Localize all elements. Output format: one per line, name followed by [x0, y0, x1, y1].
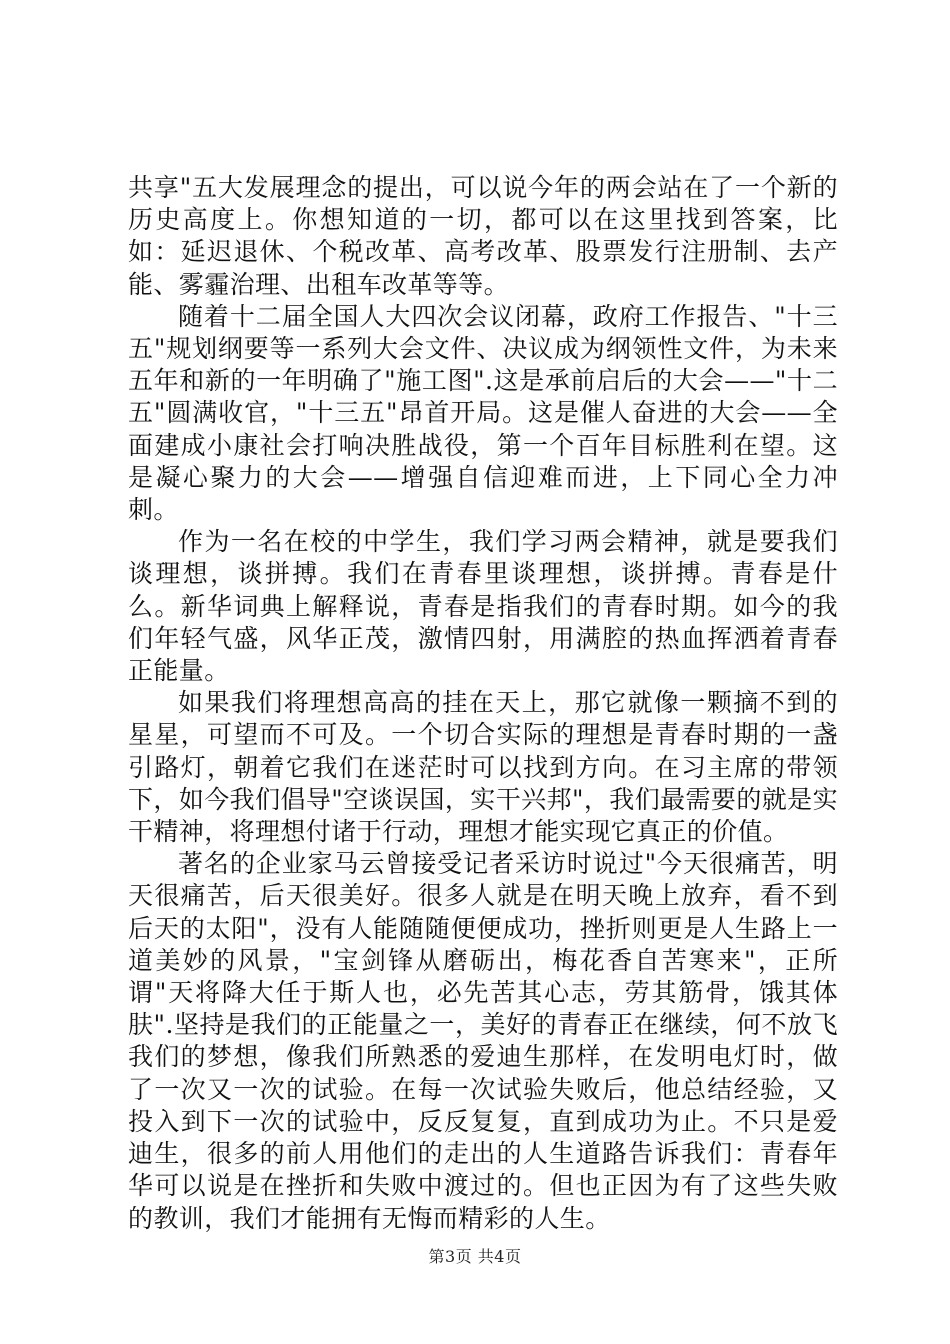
page-number-footer: 第3页 共4页	[428, 1247, 522, 1266]
paragraph: 如果我们将理想高高的挂在天上，那它就像一颗摘不到的星星，可望而不可及。一个切合实际的理想是青春时期的一盏引路灯，朝着它我们在迷茫时可以找到方向。在习主席的带领下，如今我们倡导"空谈误国，实干兴邦"，我们最需要的就是实干精神，将理想付诸于行动，理想才能实现它真正的价值。	[128, 688, 838, 847]
paragraph: 作为一名在校的中学生，我们学习两会精神，就是要我们谈理想，谈拼搏。我们在青春里谈理想，谈拼搏。青春是什么。新华词典上解释说，青春是指我们的青春时期。如今的我们年轻气盛，风华正茂，激情四射，用满腔的热血挥洒着青春正能量。	[128, 527, 838, 686]
paragraph: 随着十二届全国人大四次会议闭幕，政府工作报告、"十三五"规划纲要等一系列大会文件、决议成为纲领性文件，为未来五年和新的一年明确了"施工图".这是承前启后的大会——"十二五"圆满收官，"十三五"昂首开局。这是催人奋进的大会——全面建成小康社会打响决胜战役，第一个百年目标胜利在望。这是凝心聚力的大会——增强自信迎难而进，上下同心全力冲刺。	[128, 301, 838, 525]
paragraph: 著名的企业家马云曾接受记者采访时说过"今天很痛苦，明天很痛苦，后天很美好。很多人就是在明天晚上放弃，看不到后天的太阳"，没有人能随随便便成功，挫折则更是人生路上一道美妙的风景，"宝剑锋从磨砺出，梅花香自苦寒来"，正所谓"天将降大任于斯人也，必先苦其心志，劳其筋骨，饿其体肤".坚持是我们的正能量之一，美好的青春正在继续，何不放飞我们的梦想，像我们所熟悉的爱迪生那样，在发明电灯时，做了一次又一次的试验。在每一次试验失败后，他总结经验，又投入到下一次的试验中，反反复复，直到成功为止。不只是爱迪生，很多的前人用他们的走出的人生道路告诉我们：青春年华可以说是在挫折和失败中渡过的。但也正因为有了这些失败的教训，我们才能拥有无悔而精彩的人生。	[128, 849, 838, 1233]
paragraph-continuation: 共享"五大发展理念的提出，可以说今年的两会站在了一个新的历史高度上。你想知道的一切，都可以在这里找到答案，比如：延迟退休、个税改革、高考改革、股票发行注册制、去产能、雾霾治理、出租车改革等等。	[128, 173, 838, 299]
document-body	[128, 172, 838, 1235]
